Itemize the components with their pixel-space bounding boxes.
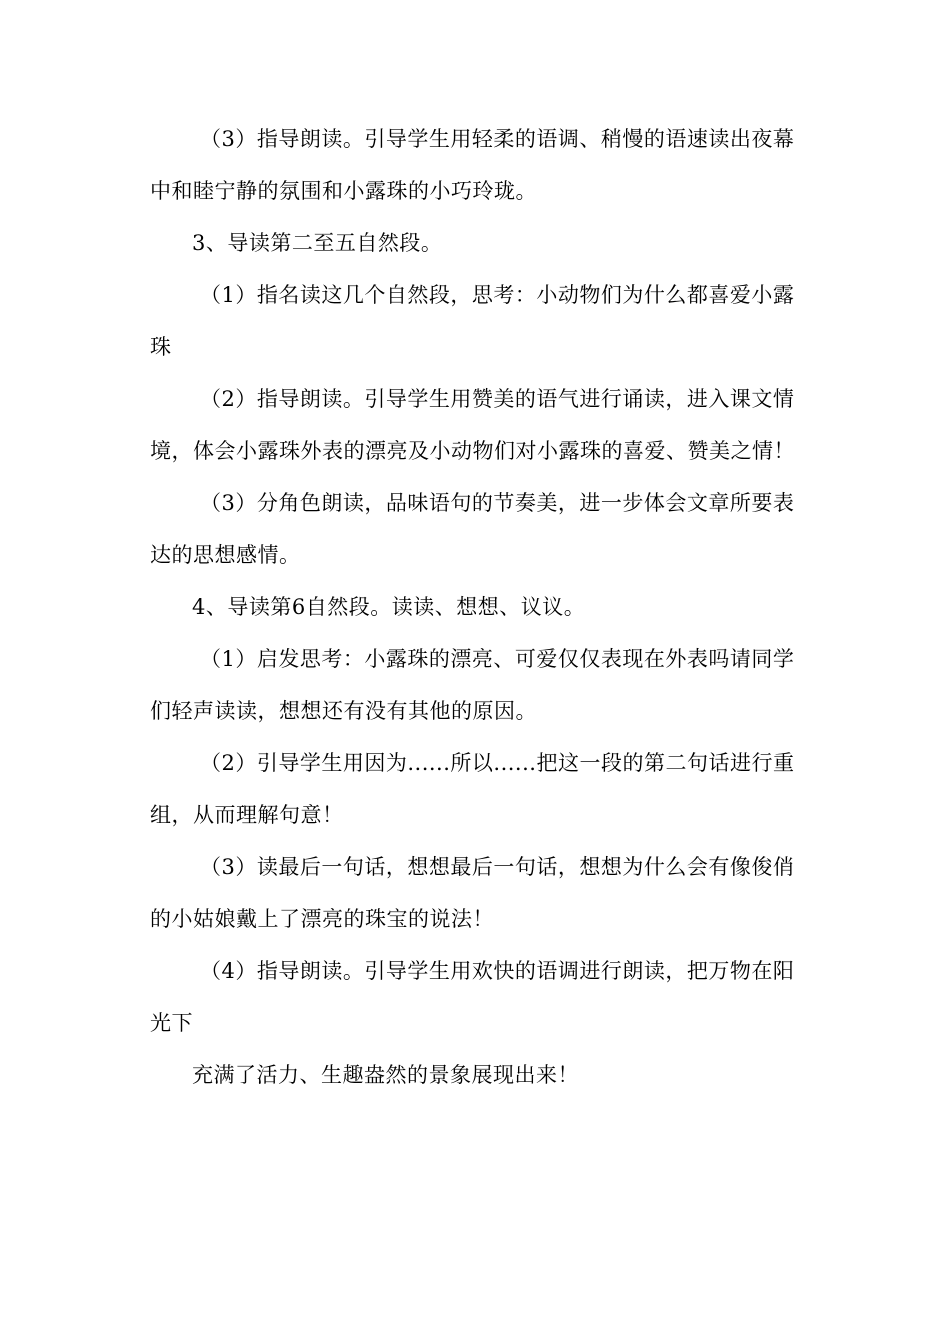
paragraph-section-3-item-3: （3）分角色朗读，品味语句的节奏美，进一步体会文章所要表达的思想感情。 [150,491,795,567]
paragraph-guide-reading-tone: （3）指导朗读。引导学生用轻柔的语调、稍慢的语速读出夜幕中和睦宁静的氛围和小露珠的小巧玲珑。 [150,127,795,203]
document-body [150,113,796,1101]
paragraph-section-3-item-1: （1）指名读这几个自然段，思考：小动物们为什么都喜爱小露珠 [150,283,795,359]
paragraph-section-3-heading: 3、导读第二至五自然段。 [192,231,443,255]
paragraph-section-4-item-3: （3）读最后一句话，想想最后一句话，想想为什么会有像俊俏的小姑娘戴上了漂亮的珠宝的说法！ [150,855,795,931]
paragraph-section-4-heading: 4、导读第6自然段。读读、想想、议议。 [192,595,586,619]
paragraph-section-3-item-2: （2）指导朗读。引导学生用赞美的语气进行诵读，进入课文情境，体会小露珠外表的漂亮及小动物们对小露珠的喜爱、赞美之情！ [150,387,795,463]
paragraph-section-4-item-1: （1）启发思考：小露珠的漂亮、可爱仅仅表现在外表吗请同学们轻声读读，想想还有没有其他的原因。 [150,647,795,723]
paragraph-section-4-item-4: （4）指导朗读。引导学生用欢快的语调进行朗读，把万物在阳光下 [150,959,795,1035]
paragraph-continuation: 充满了活力、生趣盎然的景象展现出来！ [192,1063,579,1087]
paragraph-section-4-item-2: （2）引导学生用因为......所以......把这一段的第二句话进行重组，从而理解句意！ [150,751,795,827]
